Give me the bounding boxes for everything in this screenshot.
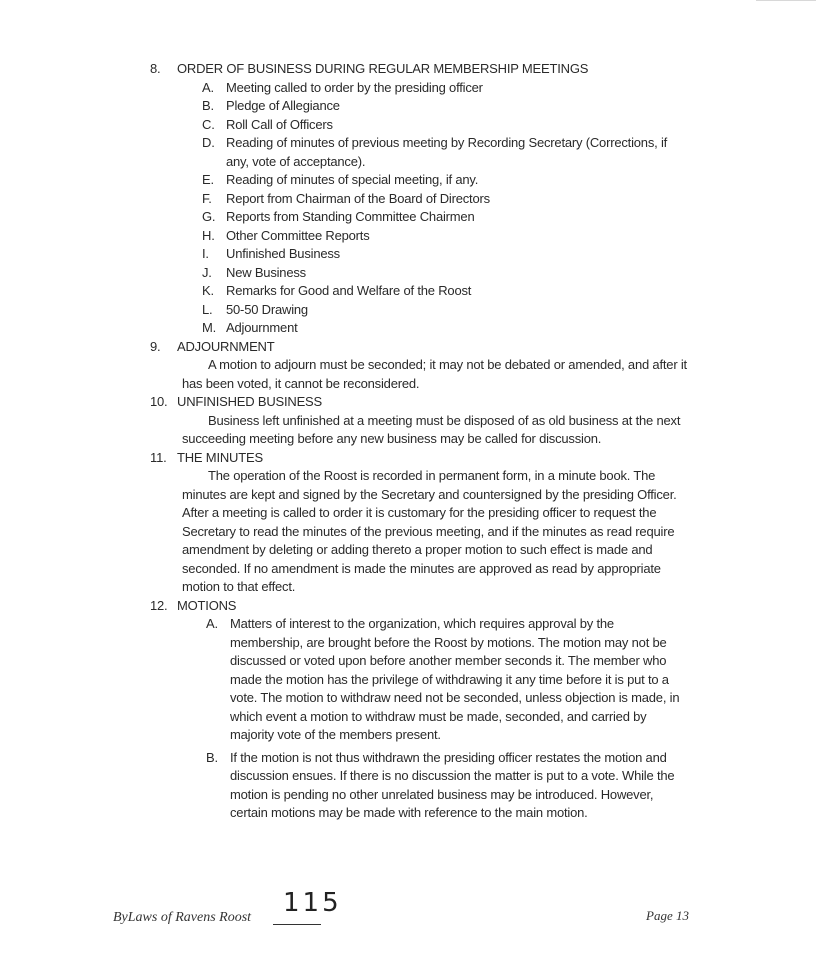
list-item [202, 245, 690, 264]
list-item [202, 301, 690, 320]
item-letter: E. [202, 172, 214, 187]
section-adjournment [150, 338, 690, 394]
item-text: Meeting called to order by the presiding officer [226, 79, 483, 95]
page-footer [113, 888, 689, 938]
list-item [202, 264, 690, 283]
section-unfinished-business [150, 393, 690, 449]
item-text: Roll Call of Officers [226, 116, 333, 132]
item-letter: D. [202, 135, 215, 150]
item-letter: L. [202, 301, 213, 317]
item-text: New Business [226, 264, 306, 280]
section-body: A motion to adjourn must be seconded; it may not be debated or amended, and after it has been voted, it cannot be reconsidered. [182, 357, 687, 391]
list-item [206, 615, 690, 745]
section-motions [150, 597, 690, 823]
item-letter: K. [202, 283, 214, 298]
section-title: UNFINISHED BUSINESS [177, 394, 323, 409]
item-text: Adjournment [226, 320, 298, 335]
section-title: ADJOURNMENT [177, 338, 275, 354]
list-item [206, 749, 690, 823]
section-heading [150, 597, 690, 616]
section-title: ORDER OF BUSINESS DURING REGULAR MEMBERSHIP MEETINGS [177, 61, 589, 76]
section-body: Business left unfinished at a meeting must be disposed of as old business at the next succeeding meeting before any new business may be called for discussion. [182, 412, 681, 446]
section-number: 12. [150, 597, 168, 613]
section-heading [150, 449, 690, 468]
list-item [202, 282, 690, 301]
item-letter: M. [202, 320, 217, 335]
order-of-business-list [150, 79, 690, 338]
item-letter: A. [202, 79, 214, 95]
item-letter: A. [206, 616, 218, 631]
section-body: The operation of the Roost is recorded in permanent form, in a minute book. The minutes are kept and signed by the Secretary and countersigned by the presiding Officer. After a meeting is called to order it is customary for the presiding officer to request the Secretary to read the minutes of the previous meeting, and if the minutes as read require amendment by deleting or adding thereto a proper motion to such effect is made and seconded. If no amendment is made the minutes are approved as read by appropriate motion to that effect. [182, 468, 677, 594]
item-letter: J. [202, 264, 212, 280]
item-text: Matters of interest to the organization, which requires approval by the membership, are brought before the Roost by motions. The motion may not be discussed or voted upon before another member seconds it. The member who made the motion has the privilege of withdrawing it any time before it is put to a vote. The motion to withdraw need not be seconded, unless objection is made, in which event a motion to withdraw must be made, seconded, and carried by majority vote of the members present. [230, 616, 680, 742]
section-number: 9. [150, 338, 161, 354]
motions-list [150, 615, 690, 823]
item-text: Other Committee Reports [226, 227, 370, 243]
list-item [202, 171, 690, 190]
list-item [202, 319, 690, 338]
section-heading [150, 338, 690, 357]
bylaws-content [150, 60, 690, 827]
list-item [202, 97, 690, 116]
section-number: 8. [150, 61, 161, 76]
item-text: Remarks for Good and Welfare of the Roost [226, 283, 472, 298]
section-the-minutes [150, 449, 690, 597]
section-heading [150, 393, 690, 412]
item-letter: B. [202, 98, 214, 113]
section-title: MOTIONS [177, 597, 237, 613]
item-text: Reading of minutes of special meeting, if any. [226, 172, 479, 187]
footer-page-number: Page 13 [646, 908, 689, 923]
section-title: THE MINUTES [177, 449, 263, 465]
list-item [202, 208, 690, 227]
item-letter: H. [202, 227, 215, 243]
item-text: Reports from Standing Committee Chairmen [226, 209, 475, 224]
list-item [202, 227, 690, 246]
item-letter: G. [202, 209, 216, 224]
section-number: 10. [150, 394, 168, 409]
list-item [202, 116, 690, 135]
list-item [202, 190, 690, 209]
handwriting-underline [273, 924, 321, 925]
item-letter: B. [206, 749, 218, 765]
section-heading [150, 60, 690, 79]
item-text: Report from Chairman of the Board of Directors [226, 190, 490, 206]
footer-document-title: ByLaws of Ravens Roost [113, 910, 252, 925]
section-number: 11. [150, 449, 167, 465]
item-text: If the motion is not thus withdrawn the presiding officer restates the motion and discussion ensues. If there is no discussion the matter is put to a vote. While the motion is pending no other unrelated business may be introduced. However, certain motions may be made with reference to the main motion. [230, 749, 675, 820]
item-text: Reading of minutes of previous meeting by Recording Secretary (Corrections, if any, vote of acceptance). [226, 135, 668, 169]
item-text: Unfinished Business [226, 246, 340, 261]
item-letter: C. [202, 116, 215, 132]
section-order-of-business [150, 60, 690, 338]
handwritten-page-number: 115 [283, 888, 342, 918]
item-letter: I. [202, 246, 209, 261]
item-text: Pledge of Allegiance [226, 98, 340, 113]
item-text: 50-50 Drawing [226, 301, 308, 317]
scan-artifact-line [756, 0, 816, 3]
list-item [202, 134, 690, 171]
list-item [202, 79, 690, 98]
item-letter: F. [202, 190, 212, 206]
